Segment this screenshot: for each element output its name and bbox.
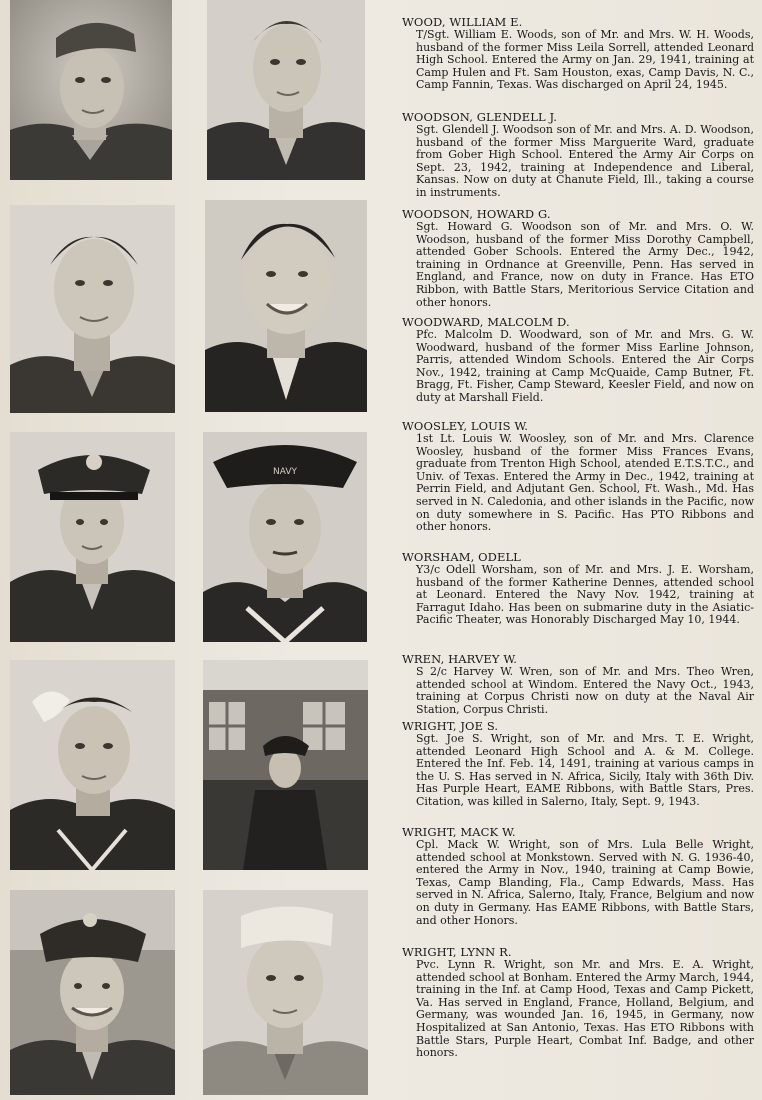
svg-text:NAVY: NAVY <box>273 467 297 477</box>
portrait-photo-wright-joe <box>203 660 368 870</box>
portrait-photo-woosley <box>10 432 175 642</box>
portrait-photo-woodward <box>205 200 367 412</box>
portrait-photo-wren <box>10 660 175 870</box>
entry-bio: S 2/c Harvey W. Wren, son of Mr. and Mrs. Theo Wren, attended school at Windom. Entered the Navy Oct., 1943, training at Corpus Christi now on duty at the Naval Air Station, Corpus Christi. <box>416 665 754 716</box>
entry-name: WOODSON, HOWARD G. <box>402 207 551 221</box>
bio-entry-wright-joe <box>398 720 754 809</box>
bio-entry-wright-lynn <box>398 946 754 1060</box>
portrait-photo-wright-mack <box>10 890 175 1095</box>
portrait-photo-wright-lynn <box>203 890 368 1095</box>
bio-entry-woodson-glendell <box>398 111 754 200</box>
entry-name: WOOD, WILLIAM E. <box>402 15 523 29</box>
entry-bio: Cpl. Mack W. Wright, son of Mrs. Lula Belle Wright, attended school at Monkstown. Served with N. G. 1936-40, entered the Army in Nov., 1940, training at Camp Bowie, Texas, Camp Blanding, Fla., Camp Edwards, Mass. Has served in N. Africa, Salerno, Italy, France, Belgium and now on duty in Germany. Has EAME Ribbons, with Battle Stars, and other Honors. <box>416 838 754 927</box>
entry-bio: T/Sgt. William E. Woods, son of Mr. and Mrs. W. H. Woods, husband of the former Miss Leila Sorrell, attended Leonard High School. Entered the Army on Jan. 29, 1941, training at Camp Hulen and Ft. Sam Houston, exas, Camp Davis, N. C., Camp Fannin, Texas. Was discharged on April 24, 1945. <box>416 28 754 92</box>
bio-entry-woodson-howard <box>398 208 754 309</box>
entry-name: WREN, HARVEY W. <box>402 652 518 666</box>
bio-entry-worsham <box>398 551 754 627</box>
entry-bio: Sgt. Glendell J. Woodson son of Mr. and Mrs. A. D. Woodson, husband of the former Miss Marguerite Ward, graduate from Gober High School. Entered the Army Air Corps on Sept. 23, 1942, training at Independence and Liberal, Kansas. Now on duty at Chanute Field, Ill., taking a course in instruments. <box>416 123 754 199</box>
portrait-photo-woodson-glendell <box>207 0 365 180</box>
bio-entry-wood <box>398 16 754 92</box>
entry-bio: 1st Lt. Louis W. Woosley, son of Mr. and Mrs. Clarence Woosley, husband of the former Miss Frances Evans, graduate from Trenton High School, atended E.T.S.T.C., and Univ. of Texas. Entered the Army in Dec., 1942, training at Perrin Field, and Adjutant Gen. School, Ft. Wash., Md. Has served in N. Caledonia, and other islands in the Pacific, now on duty somewhere in S. Pacific. Has PTO Ribbons and other honors. <box>416 432 754 534</box>
entry-name: WOOSLEY, LOUIS W. <box>402 419 529 433</box>
bio-entry-woodward <box>398 316 754 405</box>
portrait-photo-wood <box>10 0 172 180</box>
portrait-photo-woodson-howard <box>10 205 175 413</box>
portrait-photo-worsham <box>203 432 367 642</box>
entry-bio: Y3/c Odell Worsham, son of Mr. and Mrs. J. E. Worsham, husband of the former Katherine Dennes, attended school at Leonard. Entered the Navy Nov. 1942, training at Farragut Idaho. Has been on submarine duty in the Asiatic-Pacific Theater, was Honorably Discharged May 10, 1944. <box>416 563 754 627</box>
entry-name: WOODSON, GLENDELL J. <box>402 110 558 124</box>
entry-name: WORSHAM, ODELL <box>402 550 521 564</box>
entry-name: WRIGHT, MACK W. <box>402 825 516 839</box>
entry-bio: Pfc. Malcolm D. Woodward, son of Mr. and Mrs. G. W. Woodward, husband of the former Miss Earline Johnson, Parris, attended Windom Schools. Entered the Air Corps Nov., 1942, training at Camp McQuaide, Camp Butner, Ft. Bragg, Ft. Fisher, Camp Steward, Keesler Field, and now on duty at Marshall Field. <box>416 328 754 404</box>
bio-entry-wren <box>398 653 754 716</box>
entry-name: WOODWARD, MALCOLM D. <box>402 315 570 329</box>
entry-bio: Sgt. Howard G. Woodson son of Mr. and Mrs. O. W. Woodson, husband of the former Miss Dorothy Campbell, attended Gober Schools. Entered the Army Dec., 1942, training in Ordnance at Greenville, Penn. Has served in England, and France, now on duty in France. Has ETO Ribbon, with Battle Stars, Meritorious Service Citation and other honors. <box>416 220 754 309</box>
entry-bio: Sgt. Joe S. Wright, son of Mr. and Mrs. T. E. Wright, attended Leonard High School and A. & M. College. Entered the Inf. Feb. 14, 1491, training at various camps in the U. S. Has served in N. Africa, Sicily, Italy with 36th Div. Has Purple Heart, EAME Ribbons, with Battle Stars, Pres. Citation, was killed in Salerno, Italy, Sept. 9, 1943. <box>416 732 754 808</box>
bio-entry-woosley <box>398 420 754 534</box>
entry-name: WRIGHT, JOE S. <box>402 719 499 733</box>
entry-bio: Pvc. Lynn R. Wright, son Mr. and Mrs. E. A. Wright, attended school at Bonham. Entered the Army March, 1944, training in the Inf. at Camp Hood, Texas and Camp Pickett, Va. Has served in England, France, Holland, Belgium, and Germany, was wounded Jan. 16, 1945, in Germany, now Hospitalized at San Antonio, Texas. Has ETO Ribbons with Battle Stars, Purple Heart, Combat Inf. Badge, and other honors. <box>416 958 754 1060</box>
entry-name: WRIGHT, LYNN R. <box>402 945 512 959</box>
bio-entry-wright-mack <box>398 826 754 927</box>
